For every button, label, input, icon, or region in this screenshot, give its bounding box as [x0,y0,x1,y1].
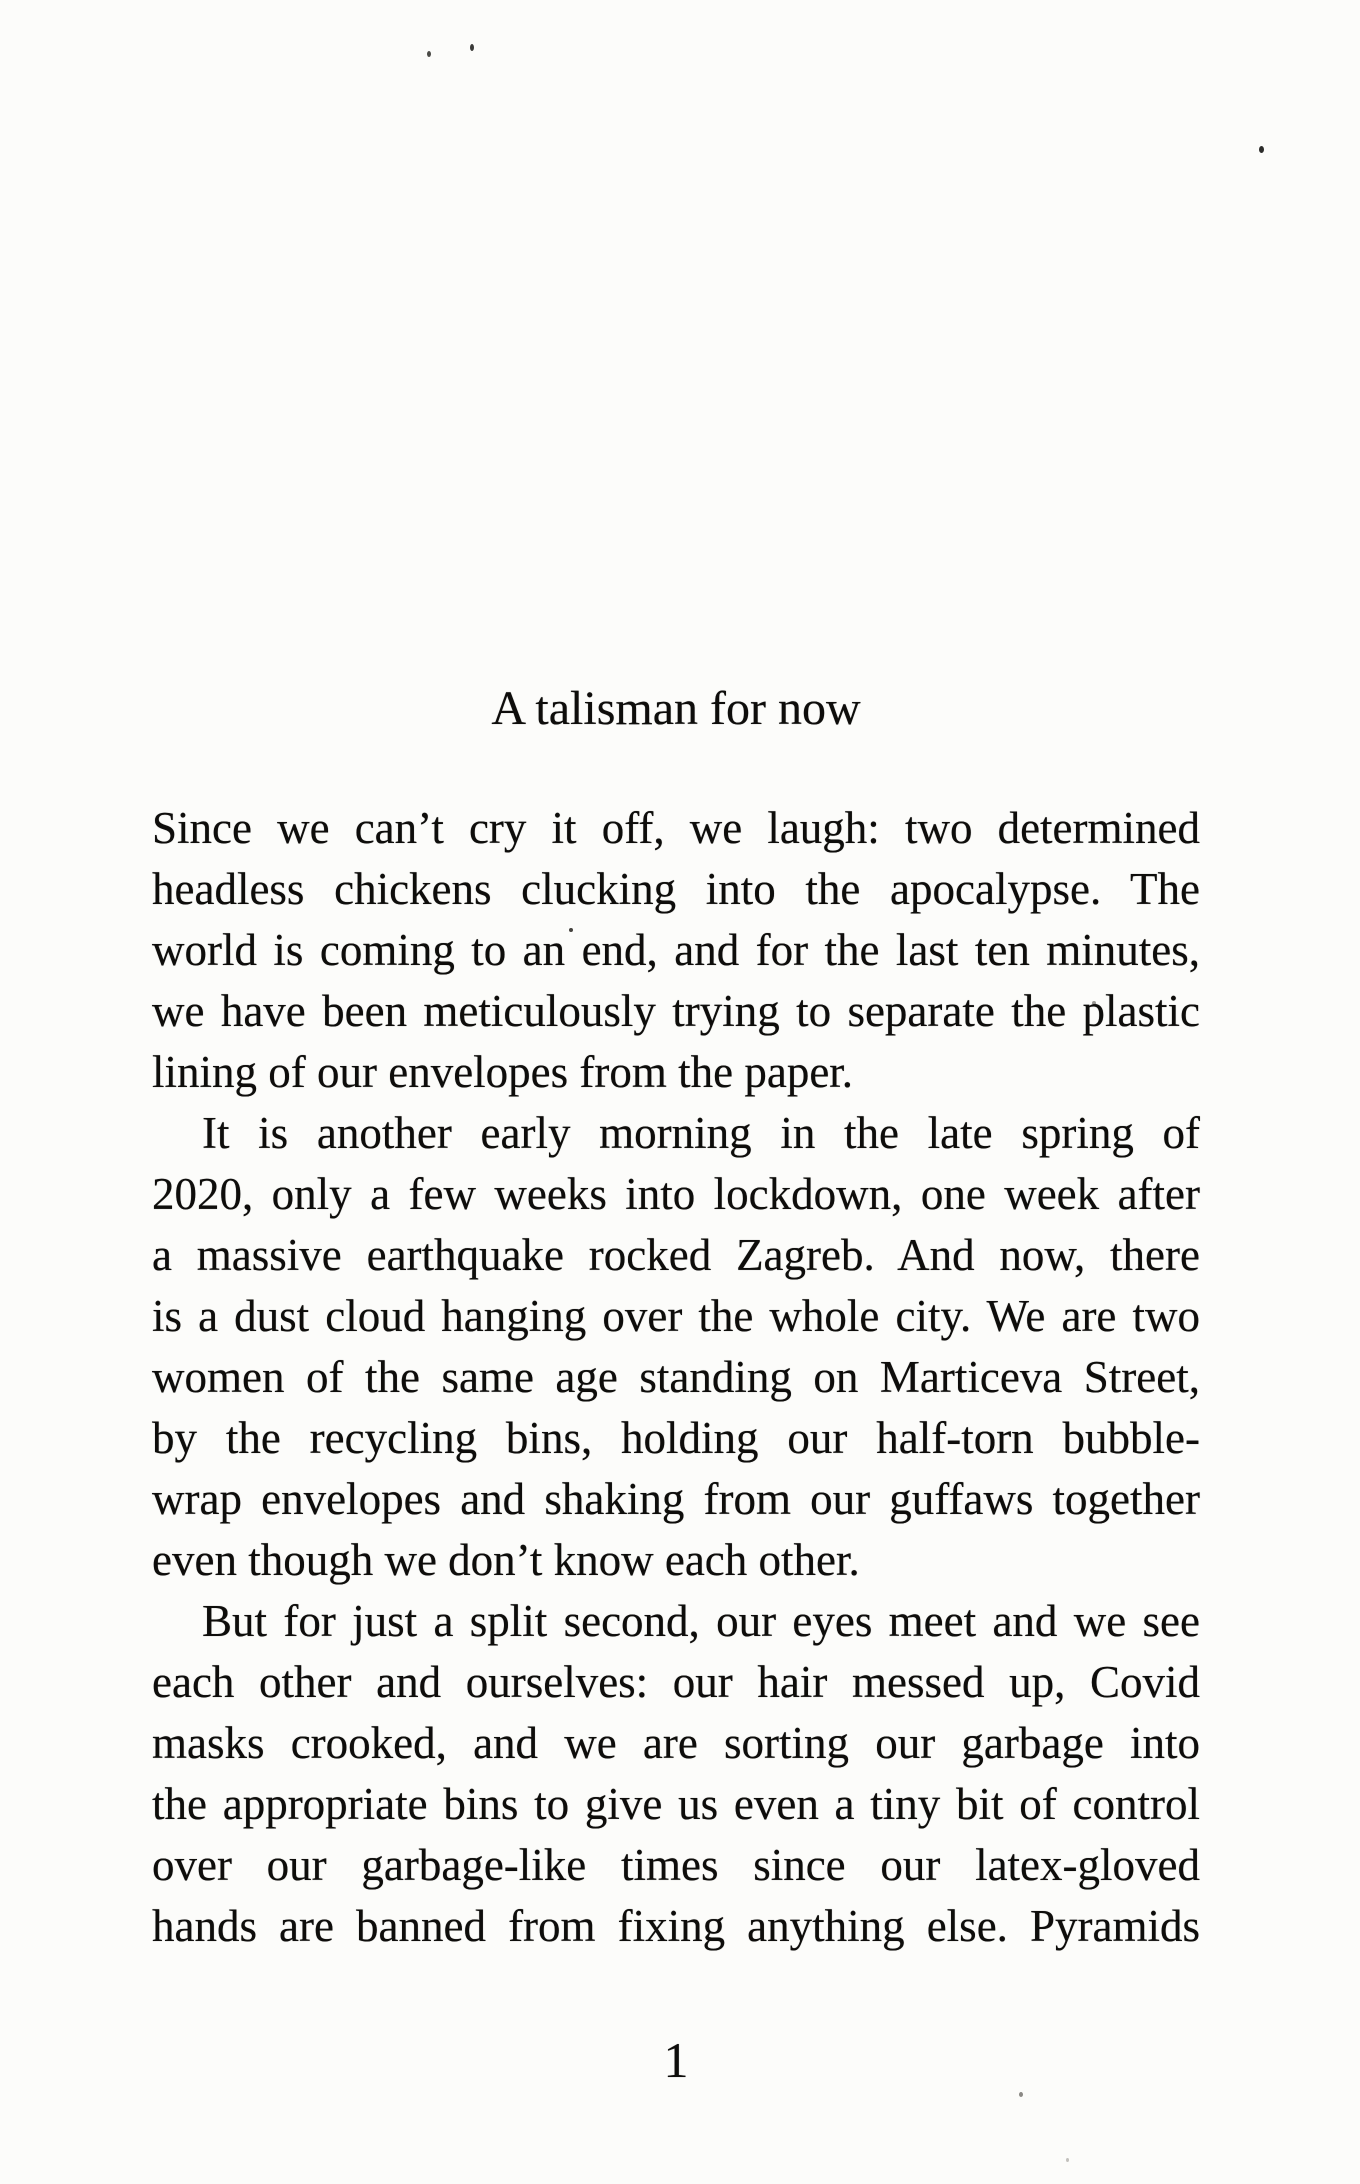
scan-speck [1019,2092,1023,2097]
scan-speck [470,44,474,51]
text-line: lining of our envelopes from the paper. [152,1047,854,1097]
page-number: 1 [663,2032,689,2088]
text-line: But for just a split second, our eyes meet and we see [202,1596,1200,1646]
paragraph [152,1591,1200,1957]
paragraph [152,1103,1200,1591]
text-line: by the recycling bins, holding our half-torn bubble- [152,1413,1200,1463]
text-line: masks crooked, and we are sorting our garbage into [152,1718,1200,1768]
text-line: 2020, only a few weeks into lockdown, one week after [152,1169,1200,1219]
scan-speck [427,51,431,57]
text-line: each other and ourselves: our hair messed up, Covid [152,1657,1200,1707]
text-line: over our garbage-like times since our latex-gloved [152,1840,1200,1890]
text-line: is a dust cloud hanging over the whole city. We are two [152,1291,1200,1341]
text-line: even though we don’t know each other. [152,1535,860,1585]
text-line: women of the same age standing on Marticeva Street, [152,1352,1200,1402]
text-block [152,678,1200,1957]
paragraph [152,798,1200,1103]
text-line: wrap envelopes and shaking from our guffaws together [152,1474,1200,1524]
text-line: we have been meticulously trying to separate the plastic [152,986,1200,1036]
scan-speck [1259,146,1264,153]
text-line: hands are banned from fixing anything else. Pyramids [152,1901,1200,1951]
text-line: Since we can’t cry it off, we laugh: two determined [152,803,1200,853]
text-line: headless chickens clucking into the apocalypse. The [152,864,1200,914]
text-line: It is another early morning in the late spring of [202,1108,1200,1158]
text-line: a massive earthquake rocked Zagreb. And now, there [152,1230,1200,1280]
text-line: the appropriate bins to give us even a tiny bit of control [152,1779,1200,1829]
text-line: world is coming to an end, and for the last ten minutes, [152,925,1200,975]
chapter-title: A talisman for now [491,682,861,735]
scan-speck [1066,2158,1069,2162]
